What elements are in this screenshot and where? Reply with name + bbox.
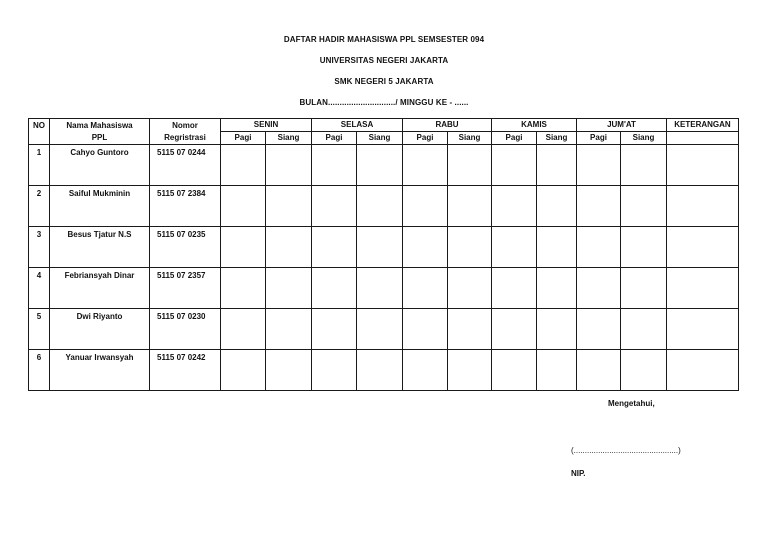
table-row	[29, 145, 739, 186]
header-pagi: Pagi	[312, 132, 357, 145]
attendance-cell	[403, 145, 448, 186]
notes-cell	[667, 145, 739, 186]
attendance-cell	[357, 186, 403, 227]
student-name: Yanuar Irwansyah	[50, 350, 150, 391]
header-reg-line2: Regristrasi	[164, 133, 206, 142]
header-day-thursday: KAMIS	[492, 119, 577, 132]
header-pagi: Pagi	[221, 132, 266, 145]
attendance-cell	[266, 309, 312, 350]
attendance-cell	[312, 227, 357, 268]
registration-number: 5115 07 0242	[150, 350, 221, 391]
header-reg-line1: Nomor	[172, 121, 198, 130]
attendance-cell	[448, 309, 492, 350]
table-row	[29, 309, 739, 350]
attendance-cell	[403, 186, 448, 227]
header-pagi: Pagi	[492, 132, 537, 145]
registration-number: 5115 07 2357	[150, 268, 221, 309]
attendance-cell	[312, 268, 357, 309]
table-row	[29, 268, 739, 309]
header-siang: Siang	[537, 132, 577, 145]
attendance-cell	[448, 350, 492, 391]
header-day-monday: SENIN	[221, 119, 312, 132]
attendance-cell	[266, 145, 312, 186]
table-row	[29, 350, 739, 391]
attendance-cell	[537, 227, 577, 268]
attendance-cell	[312, 350, 357, 391]
university-name: UNIVERSITAS NEGERI JAKARTA	[319, 56, 449, 65]
registration-number: 5115 07 2384	[150, 186, 221, 227]
attendance-cell	[357, 268, 403, 309]
row-no: 2	[29, 186, 50, 227]
attendance-cell	[492, 309, 537, 350]
header-no-label: NO	[33, 121, 45, 130]
notes-cell	[667, 350, 739, 391]
attendance-cell	[403, 268, 448, 309]
row-no: 5	[29, 309, 50, 350]
attendance-cell	[357, 145, 403, 186]
attendance-cell	[492, 227, 537, 268]
row-no: 4	[29, 268, 50, 309]
attendance-cell	[621, 227, 667, 268]
attendance-cell	[448, 145, 492, 186]
attendance-cell	[537, 268, 577, 309]
student-name: Febriansyah Dinar	[50, 268, 150, 309]
header-notes: KETERANGAN	[667, 119, 739, 132]
attendance-cell	[312, 186, 357, 227]
attendance-cell	[621, 350, 667, 391]
header-siang: Siang	[621, 132, 667, 145]
notes-cell	[667, 186, 739, 227]
attendance-cell	[492, 350, 537, 391]
attendance-cell	[577, 145, 621, 186]
attendance-cell	[448, 227, 492, 268]
header-pagi: Pagi	[577, 132, 621, 145]
attendance-cell	[357, 350, 403, 391]
table-row	[29, 227, 739, 268]
attendance-cell	[357, 227, 403, 268]
header-day-tuesday: SELASA	[312, 119, 403, 132]
attendance-cell	[577, 268, 621, 309]
attendance-cell	[266, 227, 312, 268]
month-week-line: BULAN............................./ MINGGU KE - ......	[299, 98, 469, 107]
attendance-cell	[621, 268, 667, 309]
attendance-cell	[357, 309, 403, 350]
attendance-cell	[577, 350, 621, 391]
attendance-cell	[266, 186, 312, 227]
attendance-cell	[403, 309, 448, 350]
attendance-cell	[492, 186, 537, 227]
signature-name-blank: (...............................................)	[571, 446, 681, 455]
attendance-cell	[577, 309, 621, 350]
attendance-cell	[266, 268, 312, 309]
header-registration	[150, 119, 221, 145]
attendance-cell	[448, 268, 492, 309]
attendance-cell	[537, 186, 577, 227]
attendance-cell	[312, 309, 357, 350]
attendance-cell	[621, 145, 667, 186]
attendance-cell	[403, 350, 448, 391]
attendance-cell	[312, 145, 357, 186]
attendance-cell	[221, 186, 266, 227]
header-name-line1: Nama Mahasiswa	[66, 121, 133, 130]
attendance-cell	[221, 309, 266, 350]
header-name	[50, 119, 150, 145]
header-notes-blank	[667, 132, 739, 145]
notes-cell	[667, 268, 739, 309]
student-name: Saiful Mukminin	[50, 186, 150, 227]
student-name: Dwi Riyanto	[50, 309, 150, 350]
header-siang: Siang	[448, 132, 492, 145]
acknowledged-label: Mengetahui,	[608, 399, 655, 408]
attendance-cell	[621, 309, 667, 350]
attendance-cell	[577, 227, 621, 268]
school-name: SMK NEGERI 5 JAKARTA	[334, 77, 434, 86]
attendance-cell	[266, 350, 312, 391]
student-name: Besus Tjatur N.S	[50, 227, 150, 268]
header-siang: Siang	[357, 132, 403, 145]
registration-number: 5115 07 0230	[150, 309, 221, 350]
attendance-cell	[221, 227, 266, 268]
attendance-cell	[403, 227, 448, 268]
student-name: Cahyo Guntoro	[50, 145, 150, 186]
row-no: 1	[29, 145, 50, 186]
row-no: 6	[29, 350, 50, 391]
nip-label: NIP.	[571, 469, 586, 478]
header-pagi: Pagi	[403, 132, 448, 145]
attendance-cell	[577, 186, 621, 227]
attendance-cell	[537, 350, 577, 391]
header-siang: Siang	[266, 132, 312, 145]
attendance-cell	[221, 268, 266, 309]
attendance-cell	[492, 268, 537, 309]
attendance-table	[28, 118, 739, 391]
header-day-friday: JUM'AT	[577, 119, 667, 132]
attendance-cell	[492, 145, 537, 186]
table-row	[29, 186, 739, 227]
attendance-cell	[221, 145, 266, 186]
header-no	[29, 119, 50, 145]
header-name-line2: PPL	[91, 133, 108, 142]
attendance-cell	[621, 186, 667, 227]
attendance-cell	[537, 145, 577, 186]
notes-cell	[667, 227, 739, 268]
document-title: DAFTAR HADIR MAHASISWA PPL SEMSESTER 094	[283, 35, 485, 44]
header-day-wednesday: RABU	[403, 119, 492, 132]
notes-cell	[667, 309, 739, 350]
attendance-cell	[537, 309, 577, 350]
row-no: 3	[29, 227, 50, 268]
registration-number: 5115 07 0235	[150, 227, 221, 268]
attendance-cell	[221, 350, 266, 391]
registration-number: 5115 07 0244	[150, 145, 221, 186]
attendance-cell	[448, 186, 492, 227]
